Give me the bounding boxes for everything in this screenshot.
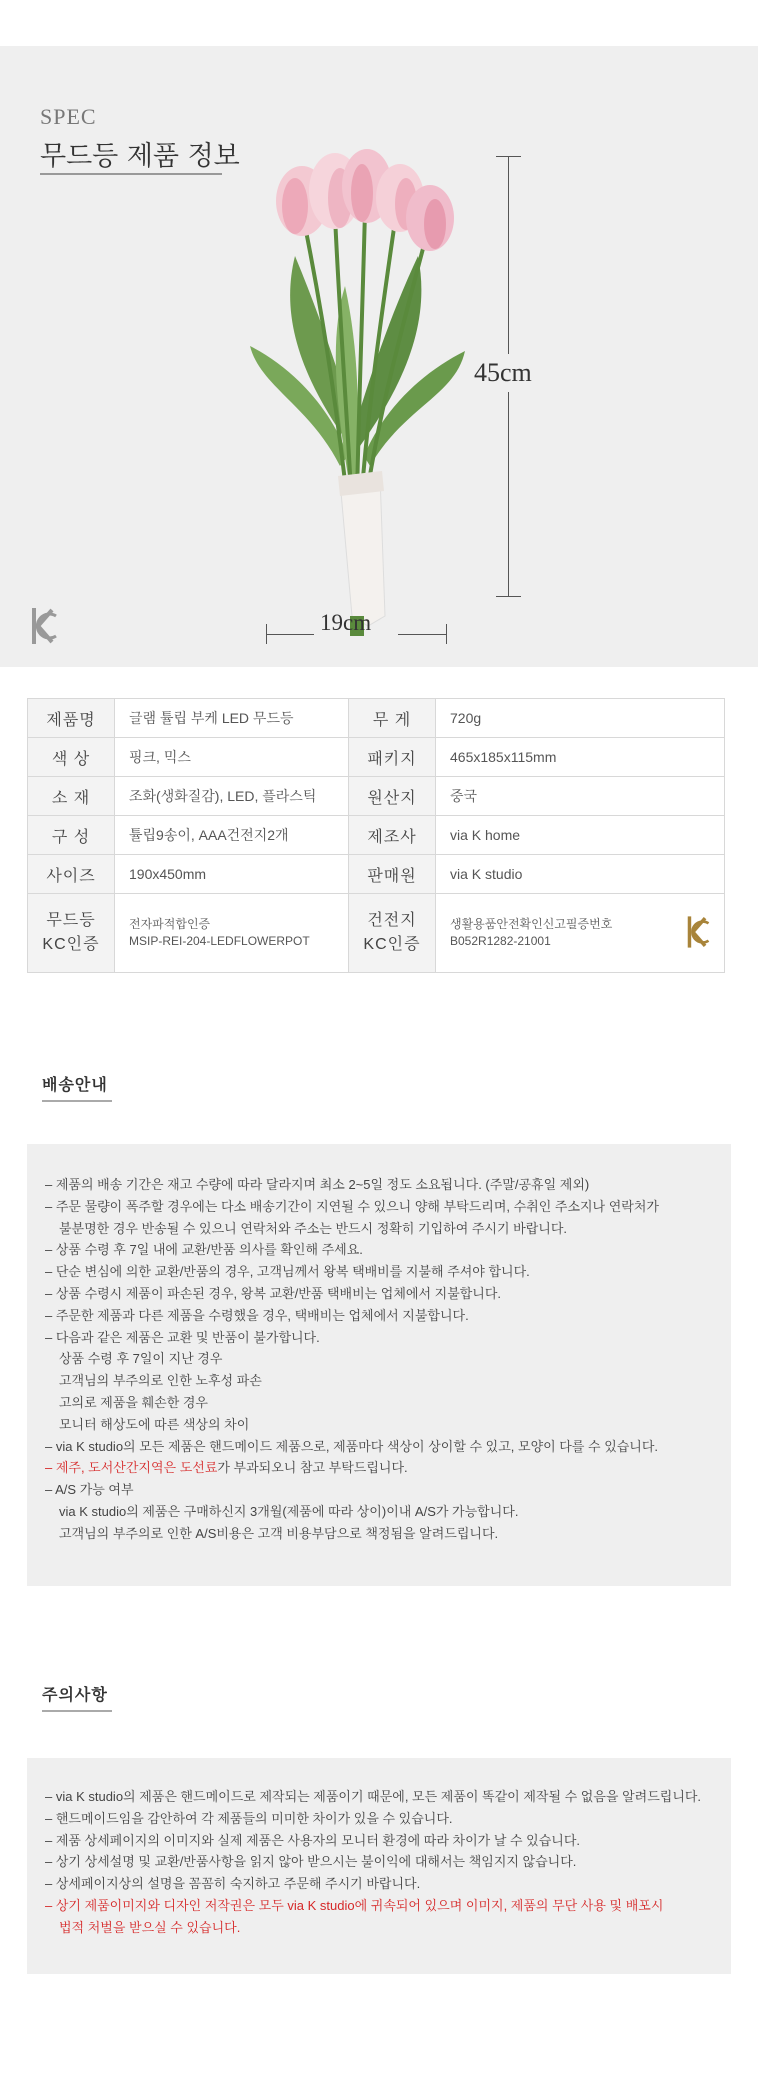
list-item: – via K studio의 모든 제품은 핸드메이드 제품으로, 제품마다 색상이 상이할 수 있고, 모양이 다를 수 있습니다. [45,1438,659,1454]
list-item: – 제품의 배송 기간은 재고 수량에 따라 달라지며 최소 2~5일 정도 소요됩니다. (주말/공휴일 제외) [45,1177,590,1192]
width-label: 19cm [320,610,372,635]
kc-cert-number: B052R1282-21001 [450,934,551,948]
list-item: via K studio의 제품은 구매하신지 3개월(제품에 따라 상이)이내 A/S가 가능합니다. [59,1503,519,1519]
spec-title-underline [40,173,222,175]
list-item: 상품 수령 후 7일이 지난 경우 [59,1351,223,1367]
spec-value-cell: 190x450mm [115,855,349,894]
list-item: 불분명한 경우 반송될 수 있으니 연락처와 주소는 반드시 정확히 기입하여 주시기 바랍니다. [59,1220,567,1236]
spec-value-cell: 조화(생화질감), LED, 플라스틱 [115,777,349,816]
list-item: – 상품 수령시 제품이 파손된 경우, 왕복 교환/반품 택배비는 업체에서 지불합니다. [45,1285,502,1301]
kc-cert-type: 생활용품안전확인신고필증번호 [450,917,613,931]
spec-value-cell: 중국 [436,777,725,816]
spec-hero [0,46,758,667]
spec-header-cell: 제조사 [349,816,436,855]
height-dimension-cap-top [496,156,521,157]
kc-cert-type: 전자파적합인증 [129,917,211,931]
spec-value-cell: 글램 튤립 부케 LED 무드등 [115,699,349,738]
spec-value-cell: 465x185x115mm [436,738,725,777]
height-label: 45cm [472,354,534,392]
caution-list [45,1786,701,1939]
list-item: – 상세페이지상의 설명을 꼼꼼히 숙지하고 주문해 주시기 바랍니다. [45,1876,421,1892]
spec-value-cell: via K home [436,816,725,855]
table-row [28,816,725,855]
kc-header-line: KC인증 [42,936,100,953]
list-item: 모니터 해상도에 따른 색상의 차이 [59,1416,250,1432]
table-row [28,855,725,894]
spec-value-cell: 720g [436,699,725,738]
tulip-bouquet-image [240,146,470,646]
spec-header-cell: 무 게 [349,699,436,738]
kc-mark-icon [30,606,60,646]
kc-header-line: 무드등 [46,912,96,929]
spec-header-cell: 판매원 [349,855,436,894]
list-item: 고객님의 부주의로 인한 A/S비용은 고객 비용부담으로 책정됨을 알려드립니다. [59,1525,499,1541]
spec-value-cell: 튤립9송이, AAA건전지2개 [115,816,349,855]
list-item: – 다음과 같은 제품은 교환 및 반품이 불가합니다. [45,1329,320,1345]
kc-mark-icon [686,912,712,952]
table-row-kc [28,894,725,973]
spec-header-cell-kc-battery [349,894,436,973]
spec-title-ko: 무드등 제품 정보 [40,141,240,172]
list-item: – 상품 수령 후 7일 내에 교환/반품 의사를 확인해 주세요. [45,1242,363,1258]
kc-cert-number: MSIP-REI-204-LEDFLOWERPOT [129,934,310,948]
table-row [28,699,725,738]
list-item [45,1457,659,1479]
spec-value-cell: via K studio [436,855,725,894]
list-item: – 주문한 제품과 다른 제품을 수령했을 경우, 택배비는 업체에서 지불합니다. [45,1307,469,1323]
shipping-info-box [27,1144,731,1586]
spec-value-cell-kc-battery [436,894,725,973]
kc-header-line: KC인증 [363,936,421,953]
table-row [28,738,725,777]
caution-title: 주의사항 [42,1687,108,1704]
caution-info-box [27,1758,731,1974]
width-dimension-line-left [266,634,314,635]
highlight-text: – 제주, 도서산간지역은 도선료 [45,1460,218,1476]
list-item: – A/S 가능 여부 [45,1482,134,1498]
list-item: – 단순 변심에 의한 교환/반품의 경우, 고객님께서 왕복 택배비를 지불해 주셔야 합니다. [45,1264,530,1280]
spec-header-cell: 원산지 [349,777,436,816]
spec-header-cell: 구 성 [28,816,115,855]
list-item: – 상기 제품이미지와 디자인 저작권은 모두 via K studio에 귀속되어 있으며 이미지, 제품의 무단 사용 및 배포시 [45,1897,664,1913]
table-row [28,777,725,816]
spec-title-en: SPEC [40,104,97,129]
list-item: 법적 처벌을 받으실 수 있습니다. [59,1919,241,1935]
list-item: – 주문 물량이 폭주할 경우에는 다소 배송기간이 지연될 수 있으니 양해 부탁드리며, 수취인 주소지나 연락처가 [45,1198,659,1214]
width-dimension-line-right [398,634,446,635]
spec-header-cell: 사이즈 [28,855,115,894]
shipping-title-underline [42,1100,112,1102]
spec-table [27,698,725,973]
caution-title-underline [42,1710,112,1712]
list-item: – 상기 상세설명 및 교환/반품사항을 읽지 않아 받으시는 불이익에 대해서는 책임지지 않습니다. [45,1854,577,1870]
spec-header-cell: 소 재 [28,777,115,816]
shipping-list [45,1174,659,1545]
spec-header-cell: 패키지 [349,738,436,777]
list-item-text: 가 부과되오니 참고 부탁드립니다. [217,1460,408,1476]
spec-value-cell: 핑크, 믹스 [115,738,349,777]
width-dimension-cap-right [446,624,447,644]
list-item: – 핸드메이드임을 감안하여 각 제품들의 미미한 차이가 있을 수 있습니다. [45,1810,453,1826]
list-item: – 제품 상세페이지의 이미지와 실제 제품은 사용자의 모니터 환경에 따라 차이가 날 수 있습니다. [45,1832,580,1848]
kc-header-line: 건전지 [367,912,417,929]
shipping-title: 배송안내 [42,1077,108,1094]
list-item: – via K studio의 제품은 핸드메이드로 제작되는 제품이기 때문에, 모든 제품이 똑같이 제작될 수 없음을 알려드립니다. [45,1789,702,1804]
list-item: 고객님의 부주의로 인한 노후성 파손 [59,1373,262,1389]
spec-header-cell: 제품명 [28,699,115,738]
spec-header-cell: 색 상 [28,738,115,777]
spec-value-cell-kc-moodlight [115,894,349,973]
height-dimension-cap-bottom [496,596,521,597]
spec-header-cell-kc-moodlight [28,894,115,973]
list-item: 고의로 제품을 훼손한 경우 [59,1394,208,1410]
